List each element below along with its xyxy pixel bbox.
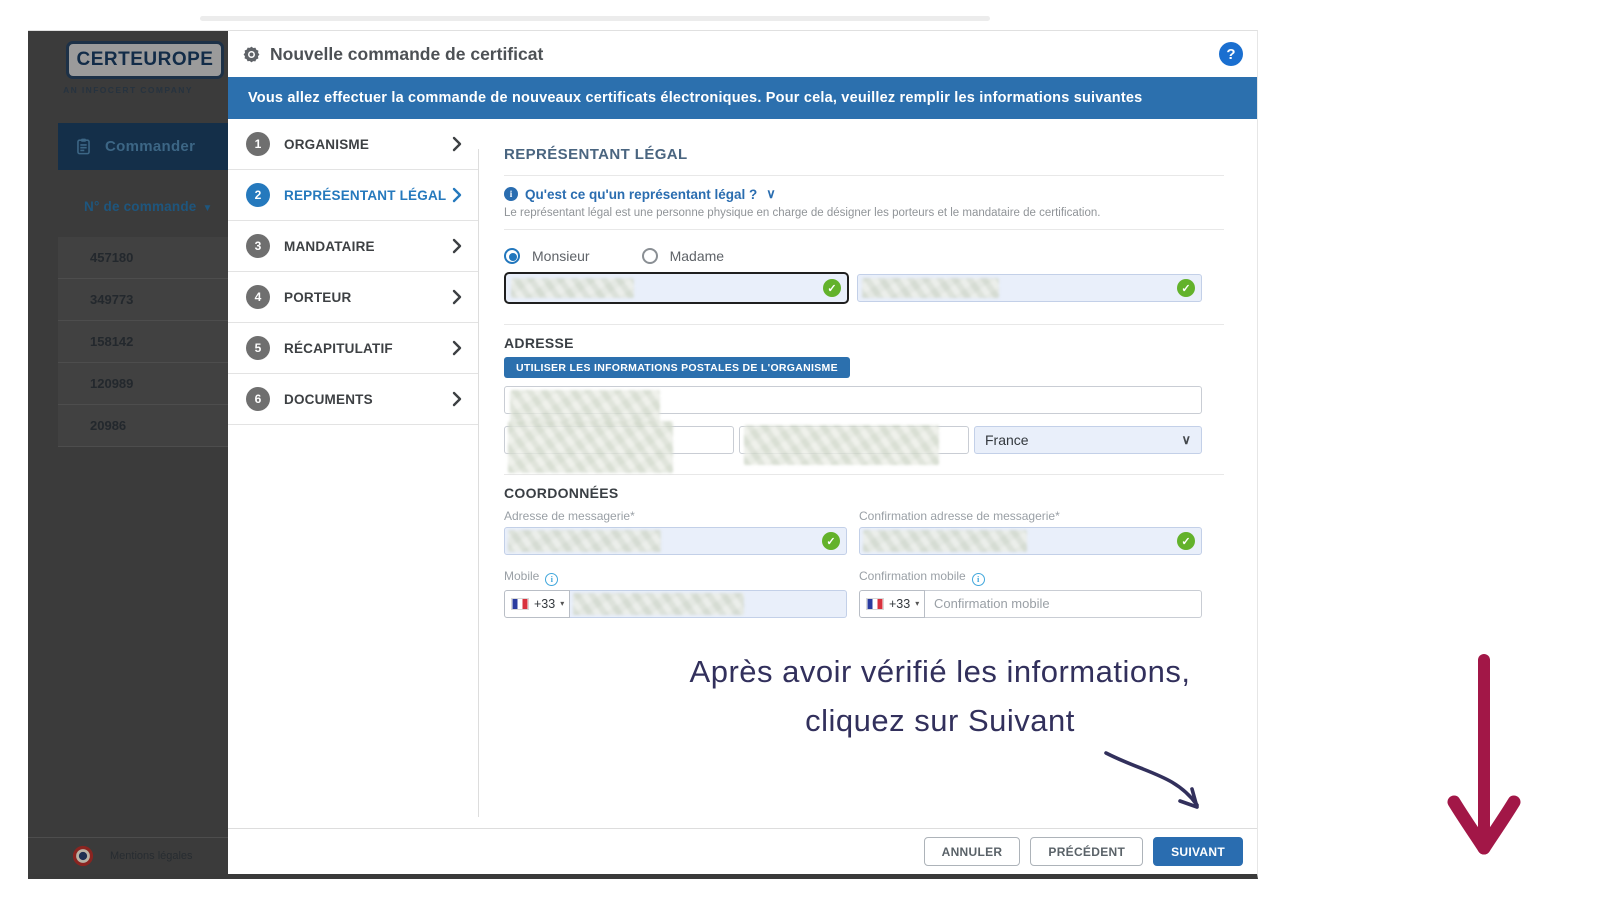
redacted-value xyxy=(511,278,634,298)
radio-monsieur[interactable] xyxy=(504,248,520,264)
chevron-down-icon: ∨ xyxy=(766,186,776,201)
annotation-line2: cliquez sur Suivant xyxy=(805,702,1075,738)
mobile-fields-row xyxy=(504,590,1257,618)
chevron-right-icon xyxy=(452,289,462,305)
sidebar xyxy=(28,31,228,874)
redacted-value xyxy=(508,530,661,552)
radio-madame-label[interactable]: Madame xyxy=(669,248,725,264)
email-label: Adresse de messagerie* xyxy=(504,509,635,523)
annotation-line1: Après avoir vérifié les informations, xyxy=(689,654,1191,689)
step-label: ORGANISME xyxy=(284,136,370,152)
caret-down-icon: ▾ xyxy=(915,599,920,608)
email-fields-row xyxy=(504,527,1257,555)
clipboard-icon xyxy=(74,137,93,156)
chevron-right-icon xyxy=(452,136,462,152)
order-row[interactable]: 457180 xyxy=(58,237,228,279)
logo-tagline: AN INFOCERT COMPANY xyxy=(63,85,193,95)
step-representant-legal[interactable] xyxy=(228,170,478,221)
modal-footer xyxy=(228,828,1257,874)
certeurope-logo xyxy=(66,41,224,79)
modal-title: Nouvelle commande de certificat xyxy=(270,43,544,64)
curved-arrow-to-next-button xyxy=(1100,745,1215,823)
valid-check-icon: ✓ xyxy=(1177,532,1195,550)
email-confirm-label: Confirmation adresse de messagerie* xyxy=(859,509,1060,523)
valid-check-icon: ✓ xyxy=(823,279,841,297)
logo-text: CERTEUROPE xyxy=(76,49,214,70)
step-label: PORTEUR xyxy=(284,289,352,305)
help-button[interactable] xyxy=(1219,42,1243,66)
wizard-steps xyxy=(228,119,478,834)
order-row[interactable]: 120989 xyxy=(58,363,228,405)
radio-madame[interactable] xyxy=(642,248,658,264)
modal-header xyxy=(228,31,1257,77)
certificate-badge-icon xyxy=(242,45,261,64)
firstname-field[interactable] xyxy=(857,274,1202,302)
order-column-header[interactable] xyxy=(84,199,213,214)
step-number: 6 xyxy=(246,387,270,411)
previous-button[interactable]: PRÉCÉDENT xyxy=(1030,837,1143,866)
step-label: DOCUMENTS xyxy=(284,391,373,407)
info-icon: i xyxy=(504,187,518,201)
big-down-arrow xyxy=(1438,652,1530,872)
mobile-prefix-select[interactable] xyxy=(504,590,570,618)
mobile-field[interactable] xyxy=(570,590,847,618)
divider-line xyxy=(504,324,1224,325)
valid-check-icon: ✓ xyxy=(1177,279,1195,297)
contact-section-title: COORDONNÉES xyxy=(504,485,619,501)
country-select[interactable] xyxy=(974,426,1202,454)
prefix-value: +33 xyxy=(534,596,556,611)
step-number: 4 xyxy=(246,285,270,309)
info-icon[interactable]: i xyxy=(545,573,558,586)
mobile-confirm-label-text: Confirmation mobile xyxy=(859,569,966,583)
country-value: France xyxy=(985,432,1029,448)
civility-radio-group xyxy=(504,248,1257,264)
mobile-label-text: Mobile xyxy=(504,569,540,583)
email-labels-row xyxy=(504,509,1257,523)
redacted-value xyxy=(863,530,1027,552)
order-row[interactable]: 349773 xyxy=(58,279,228,321)
email-field[interactable] xyxy=(504,527,847,555)
help-description: Le représentant légal est une personne physique en charge de désigner les porteurs et le mandataire de certification. xyxy=(504,207,1101,219)
step-number: 1 xyxy=(246,132,270,156)
step-number: 5 xyxy=(246,336,270,360)
prefix-value: +33 xyxy=(889,596,911,611)
info-banner: Vous allez effectuer la commande de nouveaux certificats électroniques. Pour cela, veuillez remplir les informations suivantes xyxy=(228,77,1257,119)
mobile-group xyxy=(504,590,847,618)
step-number: 2 xyxy=(246,183,270,207)
top-edge-line xyxy=(200,16,990,21)
city-country-row xyxy=(504,426,1257,454)
divider-line xyxy=(504,175,1224,176)
step-label: RÉCAPITULATIF xyxy=(284,340,393,356)
redacted-value xyxy=(573,593,744,615)
redacted-value xyxy=(862,278,999,298)
redacted-value xyxy=(508,421,673,473)
radio-monsieur-label[interactable]: Monsieur xyxy=(532,248,590,264)
step-number: 3 xyxy=(246,234,270,258)
france-flag-icon xyxy=(511,598,529,610)
france-flag-icon xyxy=(866,598,884,610)
help-toggle-label: Qu'est ce qu'un représentant légal ? xyxy=(525,186,758,202)
city-field[interactable] xyxy=(739,426,969,454)
mobile-confirm-group xyxy=(859,590,1202,618)
postal-code-field[interactable] xyxy=(504,426,734,454)
chevron-right-icon xyxy=(452,238,462,254)
sidebar-footer xyxy=(28,838,228,874)
help-toggle[interactable] xyxy=(504,186,1257,202)
order-row[interactable]: 158142 xyxy=(58,321,228,363)
mobile-confirm-field[interactable] xyxy=(925,590,1202,618)
order-list xyxy=(58,237,228,447)
mobile-confirm-input[interactable] xyxy=(925,591,1201,617)
question-mark-icon: ? xyxy=(1226,45,1236,63)
cancel-button[interactable]: ANNULER xyxy=(924,837,1021,866)
next-button[interactable]: SUIVANT xyxy=(1153,837,1243,866)
sort-desc-icon: ▼ xyxy=(202,203,213,214)
divider-line xyxy=(504,474,1224,475)
mentions-legales-link[interactable]: Mentions légales xyxy=(110,850,193,862)
caret-down-icon: ▾ xyxy=(560,599,565,608)
email-confirm-field[interactable] xyxy=(859,527,1202,555)
chevron-right-icon xyxy=(452,391,462,407)
app-window xyxy=(28,30,1258,879)
valid-check-icon: ✓ xyxy=(822,532,840,550)
tutorial-annotation xyxy=(640,648,1240,746)
step-recapitulatif[interactable] xyxy=(228,323,478,374)
mobile-confirm-label xyxy=(859,569,985,586)
step-documents[interactable] xyxy=(228,374,478,425)
chevron-right-icon xyxy=(452,340,462,356)
mobile-label xyxy=(504,569,847,586)
lastname-field[interactable] xyxy=(504,272,849,304)
step-label: MANDATAIRE xyxy=(284,238,375,254)
redacted-value xyxy=(744,425,939,465)
sidebar-item-label: Commander xyxy=(105,138,196,155)
name-fields-row xyxy=(504,272,1257,304)
use-org-postal-info-button[interactable]: UTILISER LES INFORMATIONS POSTALES DE L'ORGANISME xyxy=(504,357,850,378)
sidebar-item-commander[interactable] xyxy=(58,123,228,170)
order-column-header-label: N° de commande xyxy=(84,199,197,214)
chevron-right-icon xyxy=(452,187,462,203)
divider-line xyxy=(504,229,1224,230)
mobile-labels-row xyxy=(504,569,1257,586)
chevron-down-icon: ∨ xyxy=(1181,432,1191,447)
info-icon[interactable]: i xyxy=(972,573,985,586)
mobile-confirm-prefix-select[interactable] xyxy=(859,590,925,618)
address-section-title: ADRESSE xyxy=(504,335,574,351)
step-label: REPRÉSENTANT LÉGAL xyxy=(284,187,447,203)
french-roundel-icon xyxy=(72,845,94,867)
step-mandataire[interactable] xyxy=(228,221,478,272)
step-porteur[interactable] xyxy=(228,272,478,323)
order-row[interactable]: 20986 xyxy=(58,405,228,447)
step-organisme[interactable] xyxy=(228,119,478,170)
street-address-field[interactable] xyxy=(504,386,1202,414)
form-section-title: REPRÉSENTANT LÉGAL xyxy=(504,146,688,163)
